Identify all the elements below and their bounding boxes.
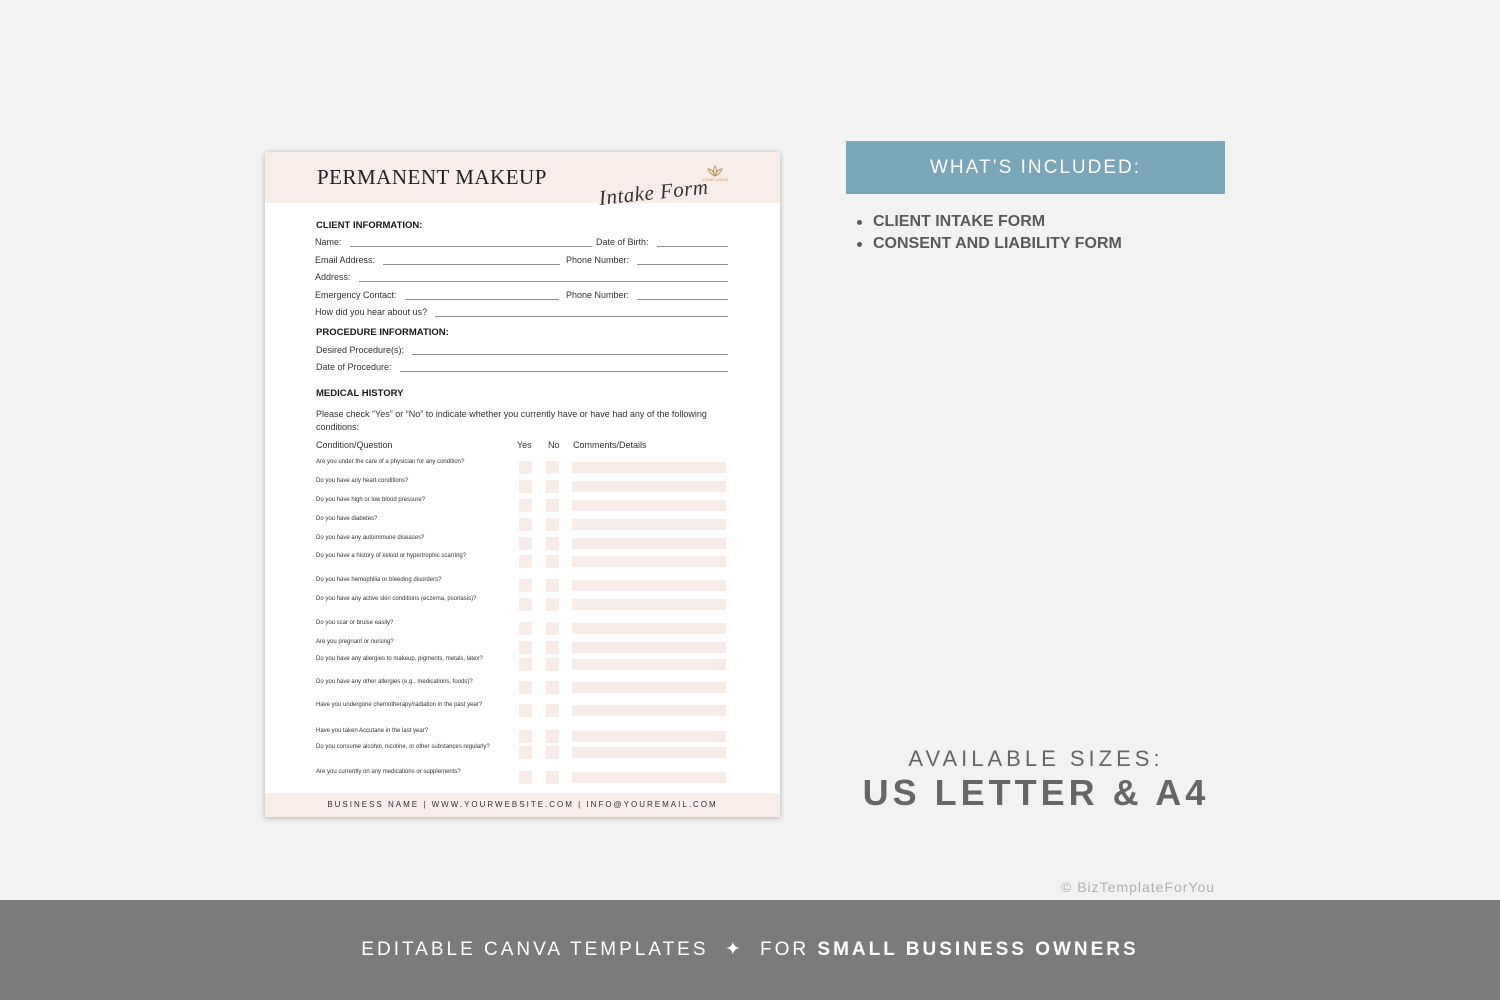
desired-procedure-label: Desired Procedure(s): <box>316 345 405 355</box>
yes-checkbox[interactable] <box>519 658 532 671</box>
client-section-title: CLIENT INFORMATION: <box>316 220 423 231</box>
yes-checkbox[interactable] <box>519 622 532 635</box>
email-line <box>383 256 560 265</box>
no-checkbox[interactable] <box>546 480 559 493</box>
column-comments: Comments/Details <box>573 440 647 450</box>
no-checkbox[interactable] <box>546 555 559 568</box>
column-no: No <box>548 440 560 450</box>
no-checkbox[interactable] <box>546 704 559 717</box>
dob-line <box>657 238 728 247</box>
question-text: Do you scar or bruise easily? <box>316 620 394 626</box>
question-text: Do you have any autoimmune diseases? <box>316 535 425 541</box>
question-text: Do you consume alcohol, nicotine, or other substances regularly? <box>316 744 490 750</box>
comment-field[interactable] <box>572 772 726 783</box>
comment-field[interactable] <box>572 599 726 610</box>
intake-form-preview <box>265 152 780 817</box>
logo-text: YOUR LOGO <box>701 177 729 182</box>
sparkle-icon: ✦ <box>724 939 744 960</box>
comment-field[interactable] <box>572 538 726 549</box>
form-subtitle: Intake Form <box>597 174 710 210</box>
available-sizes-value: US LETTER & A4 <box>862 772 1210 813</box>
no-checkbox[interactable] <box>546 499 559 512</box>
no-checkbox[interactable] <box>546 681 559 694</box>
question-text: Do you have high or low blood pressure? <box>316 497 426 503</box>
yes-checkbox[interactable] <box>519 598 532 611</box>
no-checkbox[interactable] <box>546 641 559 654</box>
name-line <box>350 238 592 247</box>
logo <box>701 165 729 182</box>
question-text: Are you under the care of a physician for any condition? <box>316 459 465 465</box>
no-checkbox[interactable] <box>546 461 559 474</box>
medical-instructions: Please check “Yes” or “No” to indicate whether you currently have or have had any of the following conditions: <box>316 409 707 432</box>
no-checkbox[interactable] <box>546 622 559 635</box>
no-checkbox[interactable] <box>546 658 559 671</box>
question-text: Have you taken Accutane in the last year? <box>316 728 429 734</box>
comment-field[interactable] <box>572 580 726 591</box>
question-text: Are you pregnant or nursing? <box>316 639 394 645</box>
comment-field[interactable] <box>572 731 726 742</box>
no-checkbox[interactable] <box>546 771 559 784</box>
referral-line <box>435 308 728 317</box>
comment-field[interactable] <box>572 481 726 492</box>
question-text: Do you have any heart conditions? <box>316 478 409 484</box>
column-condition: Condition/Question <box>316 440 393 450</box>
no-checkbox[interactable] <box>546 746 559 759</box>
comment-field[interactable] <box>572 462 726 473</box>
phone-label: Phone Number: <box>566 255 630 265</box>
emergency-contact-field[interactable] <box>315 290 559 300</box>
column-yes: Yes <box>517 440 532 450</box>
yes-checkbox[interactable] <box>519 579 532 592</box>
email-field[interactable] <box>315 255 560 265</box>
comment-field[interactable] <box>572 519 726 530</box>
emergency-phone-field[interactable] <box>566 290 728 300</box>
comment-field[interactable] <box>572 642 726 653</box>
banner-text-3: SMALL BUSINESS OWNERS <box>817 939 1139 960</box>
comment-field[interactable] <box>572 682 726 693</box>
comment-field[interactable] <box>572 500 726 511</box>
no-checkbox[interactable] <box>546 730 559 743</box>
address-field[interactable] <box>315 272 728 282</box>
banner-text-1: EDITABLE CANVA TEMPLATES <box>361 939 709 960</box>
procedure-section-title: PROCEDURE INFORMATION: <box>316 327 449 338</box>
emergency-phone-label: Phone Number: <box>566 290 630 300</box>
emergency-label: Emergency Contact: <box>315 290 397 300</box>
yes-checkbox[interactable] <box>519 730 532 743</box>
question-text: Do you have any other allergies (e.g., medications, foods)? <box>316 679 473 685</box>
question-text: Have you undergone chemotherapy/radiation in the past year? <box>316 702 483 708</box>
yes-checkbox[interactable] <box>519 499 532 512</box>
phone-line <box>637 256 728 265</box>
email-label: Email Address: <box>315 255 376 265</box>
referral-label: How did you hear about us? <box>315 307 428 317</box>
question-text: Do you have any allergies to makeup, pigments, metals, latex? <box>316 656 483 662</box>
address-line <box>359 273 728 282</box>
comment-field[interactable] <box>572 747 726 758</box>
no-checkbox[interactable] <box>546 598 559 611</box>
yes-checkbox[interactable] <box>519 537 532 550</box>
yes-checkbox[interactable] <box>519 555 532 568</box>
lotus-icon <box>706 165 724 177</box>
included-list <box>855 211 1122 255</box>
referral-field[interactable] <box>315 307 728 317</box>
yes-checkbox[interactable] <box>519 480 532 493</box>
no-checkbox[interactable] <box>546 518 559 531</box>
address-label: Address: <box>315 272 351 282</box>
question-text: Do you have any active skin conditions (eczema, psoriasis)? <box>316 596 477 602</box>
available-sizes-label: AVAILABLE SIZES: <box>908 746 1164 771</box>
procedure-date-line <box>400 363 728 372</box>
desired-procedure-field[interactable] <box>316 345 728 355</box>
emergency-phone-line <box>637 291 728 300</box>
form-title: PERMANENT MAKEUP <box>317 165 547 189</box>
list-item: CLIENT INTAKE FORM <box>855 211 1122 233</box>
comment-field[interactable] <box>572 623 726 634</box>
dob-field[interactable] <box>596 237 728 247</box>
medical-section-title: MEDICAL HISTORY <box>316 388 404 399</box>
comment-field[interactable] <box>572 556 726 567</box>
yes-checkbox[interactable] <box>519 681 532 694</box>
no-checkbox[interactable] <box>546 579 559 592</box>
yes-checkbox[interactable] <box>519 746 532 759</box>
question-text: Do you have a history of keloid or hypertrophic scarring? <box>316 553 467 559</box>
list-item: CONSENT AND LIABILITY FORM <box>855 233 1122 255</box>
question-text: Do you have hemophilia or bleeding disorders? <box>316 577 442 583</box>
desired-procedure-line <box>412 346 728 355</box>
question-text: Are you currently on any medications or supplements? <box>316 769 461 775</box>
copyright-text: © BizTemplateForYou <box>1061 879 1216 895</box>
emergency-line <box>405 291 559 300</box>
comment-field[interactable] <box>572 659 726 670</box>
phone-field[interactable] <box>566 255 728 265</box>
procedure-date-label: Date of Procedure: <box>316 362 392 372</box>
no-checkbox[interactable] <box>546 537 559 550</box>
bottom-banner <box>0 900 1500 1000</box>
yes-checkbox[interactable] <box>519 518 532 531</box>
procedure-date-field[interactable] <box>316 362 728 372</box>
yes-checkbox[interactable] <box>519 771 532 784</box>
whats-included-header: WHAT’S INCLUDED: <box>846 141 1225 194</box>
comment-field[interactable] <box>572 705 726 716</box>
banner-text-2: FOR <box>760 939 810 960</box>
form-header <box>265 152 780 210</box>
yes-checkbox[interactable] <box>519 641 532 654</box>
yes-checkbox[interactable] <box>519 461 532 474</box>
dob-label: Date of Birth: <box>596 237 649 247</box>
form-footer: BUSINESS NAME | WWW.YOURWEBSITE.COM | INFO@YOUREMAIL.COM <box>265 793 780 817</box>
name-field[interactable] <box>315 237 592 247</box>
question-text: Do you have diabetes? <box>316 516 378 522</box>
name-label: Name: <box>315 237 342 247</box>
yes-checkbox[interactable] <box>519 704 532 717</box>
